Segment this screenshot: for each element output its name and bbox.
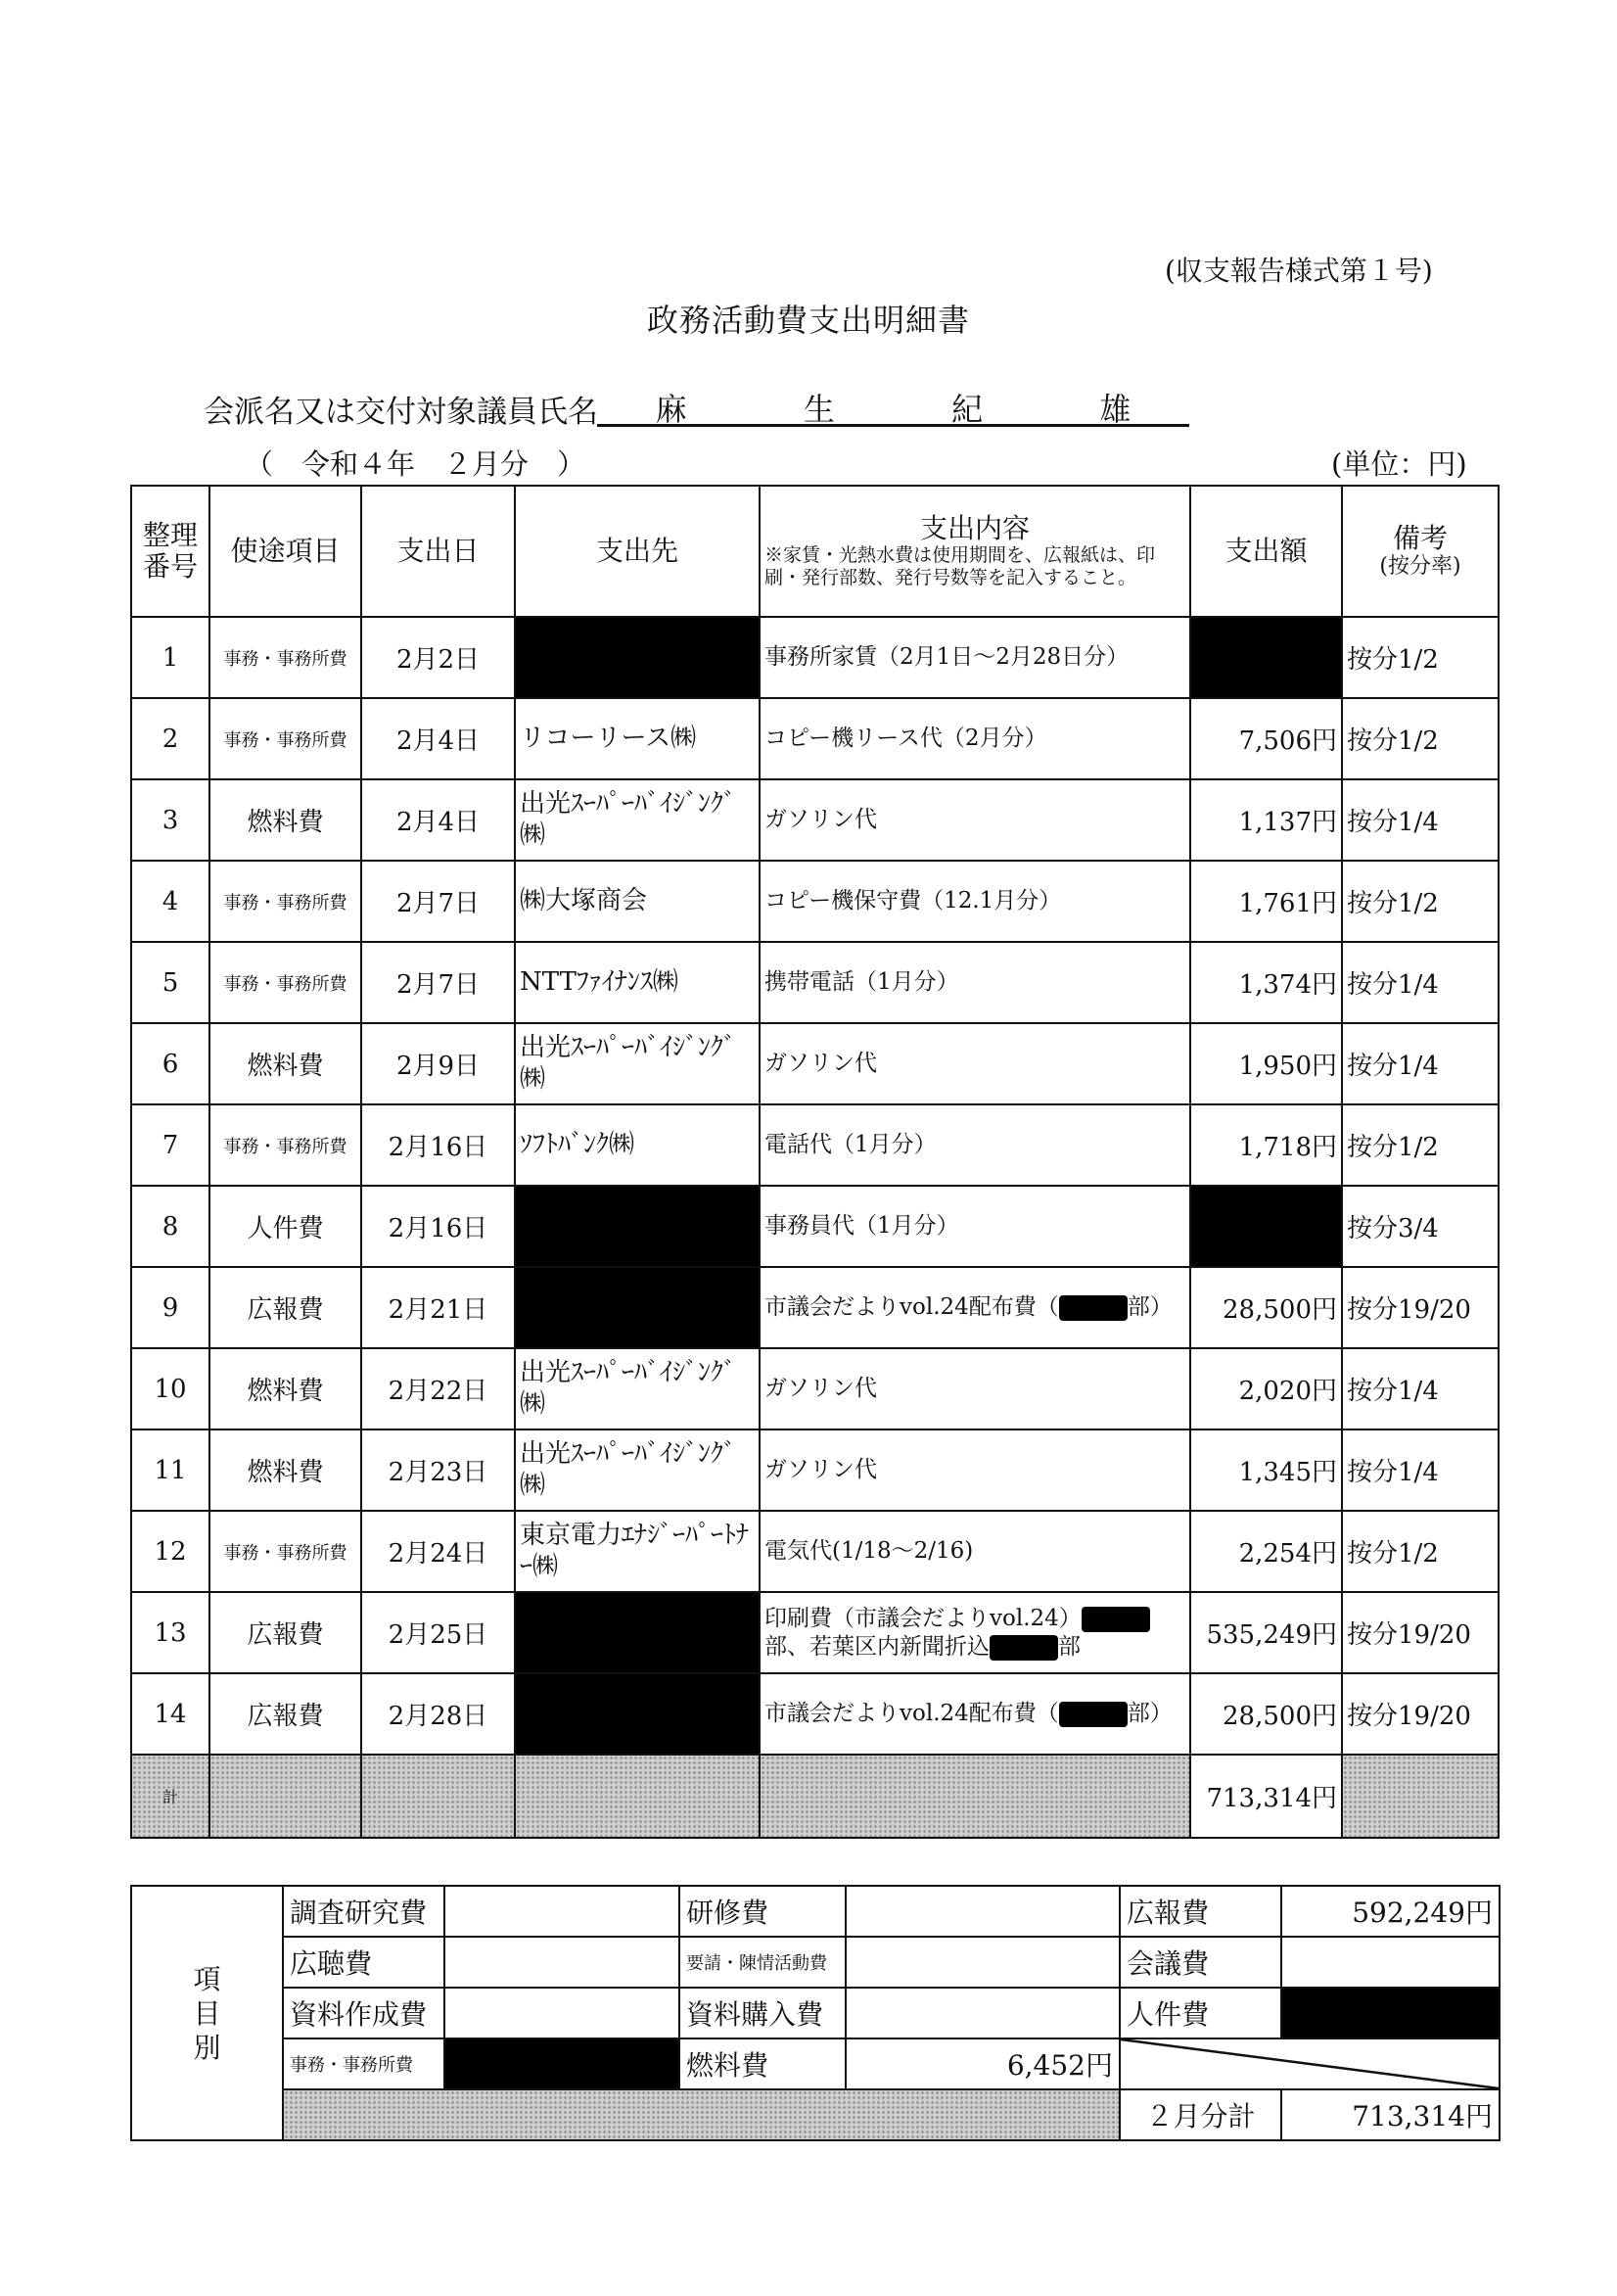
table-row — [131, 1186, 1499, 1267]
summary-value — [1281, 1937, 1500, 1988]
summary-label: 資料作成費 — [283, 1988, 444, 2038]
expense-detail-table — [130, 485, 1500, 1839]
table-row — [131, 1104, 1499, 1186]
summary-row — [131, 1988, 1500, 2038]
row-content-text: コピー機リース代（2月分） — [764, 726, 1047, 752]
row-payee: 出光ｽｰﾊﾟｰﾊﾞｲｼﾞﾝｸﾞ㈱ — [515, 1429, 760, 1511]
row-content-text: 部） — [1127, 1701, 1173, 1727]
row-number: 8 — [131, 1186, 209, 1267]
row-category: 事務・事務所費 — [209, 942, 361, 1023]
row-amount: 28,500円 — [1190, 1267, 1342, 1348]
document-title: 政務活動費支出明細書 — [646, 302, 970, 339]
row-content-text: 部 — [1058, 1633, 1081, 1660]
redacted-payee — [515, 617, 760, 698]
row-category: 事務・事務所費 — [209, 1511, 361, 1592]
row-payee: 東京電力ｴﾅｼﾞｰﾊﾟｰﾄﾅｰ㈱ — [515, 1511, 760, 1592]
row-payee: 出光ｽｰﾊﾟｰﾊﾞｲｼﾞﾝｸﾞ㈱ — [515, 1023, 760, 1104]
row-content — [760, 779, 1190, 861]
member-name-char: 紀 — [951, 391, 984, 428]
header-category: 使途項目 — [209, 486, 361, 617]
row-payee: NTTﾌｧｲﾅﾝｽ㈱ — [515, 942, 760, 1023]
row-number: 11 — [131, 1429, 209, 1511]
summary-value — [444, 1886, 679, 1937]
row-number: 10 — [131, 1348, 209, 1429]
redacted-office-value — [444, 2038, 679, 2089]
total-amount: 713,314円 — [1190, 1755, 1342, 1838]
summary-side-label: 項 目 別 — [131, 1886, 283, 2140]
member-name-char: 雄 — [1099, 391, 1132, 428]
summary-label: 研修費 — [679, 1886, 846, 1937]
redacted-amount — [1190, 617, 1342, 698]
member-name-char: 麻 — [655, 391, 687, 428]
row-amount: 2,254円 — [1190, 1511, 1342, 1592]
row-content — [760, 1429, 1190, 1511]
row-content-text: 市議会だよりvol.24配布費（ — [764, 1701, 1059, 1727]
row-number: 5 — [131, 942, 209, 1023]
table-row — [131, 942, 1499, 1023]
header-no: 整理 番号 — [131, 486, 209, 617]
redacted-count — [1059, 1702, 1128, 1727]
summary-value-fuel: 6,452円 — [846, 2038, 1120, 2089]
row-content-text: 市議会だよりvol.24配布費（ — [764, 1294, 1059, 1321]
row-amount: 1,137円 — [1190, 779, 1342, 861]
shaded-cell — [283, 2089, 1120, 2140]
row-number: 14 — [131, 1673, 209, 1755]
row-category: 事務・事務所費 — [209, 861, 361, 942]
row-amount: 535,249円 — [1190, 1592, 1342, 1673]
row-content-text: 電話代（1月分） — [764, 1132, 937, 1158]
row-date: 2月4日 — [361, 698, 515, 779]
row-content-text: 部、若葉区内新聞折込 — [764, 1633, 990, 1660]
row-note: 按分1/4 — [1342, 1023, 1499, 1104]
row-number: 2 — [131, 698, 209, 779]
month-total-label: ２月分計 — [1120, 2089, 1281, 2140]
header-payee: 支出先 — [515, 486, 760, 617]
row-category: 広報費 — [209, 1592, 361, 1673]
form-number: (収支報告様式第１号) — [1165, 255, 1433, 287]
row-category: 燃料費 — [209, 1023, 361, 1104]
redacted-amount — [1190, 1186, 1342, 1267]
row-note: 按分1/2 — [1342, 1104, 1499, 1186]
header-content — [760, 486, 1190, 617]
row-category: 人件費 — [209, 1186, 361, 1267]
row-category: 事務・事務所費 — [209, 617, 361, 698]
row-amount: 7,506円 — [1190, 698, 1342, 779]
diagonal-blank-cell — [1120, 2038, 1500, 2089]
row-content — [760, 1104, 1190, 1186]
redacted-count — [1082, 1607, 1150, 1632]
table-row — [131, 1267, 1499, 1348]
row-category: 燃料費 — [209, 1429, 361, 1511]
member-name-label: 会派名又は交付対象議員氏名 — [204, 395, 598, 430]
row-content-text: コピー機保守費（12.1月分） — [764, 888, 1062, 914]
row-date: 2月22日 — [361, 1348, 515, 1429]
row-payee: ㈱大塚商会 — [515, 861, 760, 942]
shaded-cell — [1342, 1755, 1499, 1838]
row-content-text: ガソリン代 — [764, 1457, 877, 1483]
header-date: 支出日 — [361, 486, 515, 617]
summary-row — [131, 1937, 1500, 1988]
header-note — [1342, 486, 1499, 617]
summary-value — [444, 1937, 679, 1988]
row-number: 4 — [131, 861, 209, 942]
shaded-cell — [361, 1755, 515, 1838]
row-date: 2月16日 — [361, 1186, 515, 1267]
table-row — [131, 1023, 1499, 1104]
summary-value — [846, 1886, 1120, 1937]
summary-label: 事務・事務所費 — [283, 2038, 444, 2089]
summary-value — [846, 1988, 1120, 2038]
redacted-payee — [515, 1673, 760, 1755]
category-summary-table — [130, 1885, 1501, 2141]
table-row — [131, 1348, 1499, 1429]
redacted-personnel-value — [1281, 1988, 1500, 2038]
table-row — [131, 1511, 1499, 1592]
row-payee: 出光ｽｰﾊﾟｰﾊﾞｲｼﾞﾝｸﾞ㈱ — [515, 1348, 760, 1429]
row-payee: リコーリース㈱ — [515, 698, 760, 779]
table-body — [131, 617, 1499, 1755]
row-note: 按分19/20 — [1342, 1673, 1499, 1755]
row-date: 2月7日 — [361, 942, 515, 1023]
redacted-count — [990, 1635, 1058, 1661]
row-amount: 1,374円 — [1190, 942, 1342, 1023]
header-amount: 支出額 — [1190, 486, 1342, 617]
shaded-cell — [760, 1755, 1190, 1838]
redacted-count — [1059, 1295, 1128, 1321]
row-content — [760, 942, 1190, 1023]
row-content-text: 印刷費（市議会だよりvol.24） — [764, 1605, 1082, 1631]
row-category: 広報費 — [209, 1267, 361, 1348]
row-content — [760, 861, 1190, 942]
row-category: 燃料費 — [209, 779, 361, 861]
row-category: 事務・事務所費 — [209, 1104, 361, 1186]
summary-row — [131, 2038, 1500, 2089]
summary-label: 広聴費 — [283, 1937, 444, 1988]
row-content-text: 電気代(1/18～2/16) — [764, 1538, 974, 1565]
header-content-title: 支出内容 — [919, 512, 1030, 545]
row-note: 按分1/2 — [1342, 1511, 1499, 1592]
row-amount: 1,718円 — [1190, 1104, 1342, 1186]
row-number: 7 — [131, 1104, 209, 1186]
row-date: 2月23日 — [361, 1429, 515, 1511]
row-note: 按分19/20 — [1342, 1592, 1499, 1673]
row-note: 按分1/4 — [1342, 1429, 1499, 1511]
row-content — [760, 1511, 1190, 1592]
row-content-text: 携帯電話（1月分） — [764, 969, 959, 996]
row-content-text: ガソリン代 — [764, 1051, 877, 1077]
row-date: 2月24日 — [361, 1511, 515, 1592]
row-amount: 28,500円 — [1190, 1673, 1342, 1755]
summary-label: 広報費 — [1120, 1886, 1281, 1937]
summary-value-pr: 592,249円 — [1281, 1886, 1500, 1937]
row-amount: 1,345円 — [1190, 1429, 1342, 1511]
row-note: 按分1/2 — [1342, 698, 1499, 779]
row-content — [760, 1267, 1190, 1348]
redacted-payee — [515, 1592, 760, 1673]
row-content — [760, 617, 1190, 698]
row-number: 9 — [131, 1267, 209, 1348]
row-date: 2月4日 — [361, 779, 515, 861]
row-note: 按分1/4 — [1342, 1348, 1499, 1429]
row-content — [760, 1186, 1190, 1267]
row-content-text: ガソリン代 — [764, 1376, 877, 1402]
row-note: 按分3/4 — [1342, 1186, 1499, 1267]
row-category: 事務・事務所費 — [209, 698, 361, 779]
row-content — [760, 1348, 1190, 1429]
table-header-row — [131, 486, 1499, 617]
row-date: 2月7日 — [361, 861, 515, 942]
header-note-sub: (按分率) — [1379, 554, 1461, 580]
row-date: 2月16日 — [361, 1104, 515, 1186]
header-content-note: ※家賃・光熱水費は使用期間を、広報紙は、印刷・発行部数、発行号数等を記入すること。 — [764, 544, 1156, 589]
redacted-payee — [515, 1186, 760, 1267]
row-date: 2月21日 — [361, 1267, 515, 1348]
row-number: 12 — [131, 1511, 209, 1592]
row-category: 広報費 — [209, 1673, 361, 1755]
summary-label: 要請・陳情活動費 — [679, 1937, 846, 1988]
table-row — [131, 861, 1499, 942]
row-note: 按分1/2 — [1342, 861, 1499, 942]
table-row — [131, 779, 1499, 861]
row-amount: 2,020円 — [1190, 1348, 1342, 1429]
table-row — [131, 698, 1499, 779]
month-total-value: 713,314円 — [1281, 2089, 1500, 2140]
summary-label: 調査研究費 — [283, 1886, 444, 1937]
row-date: 2月28日 — [361, 1673, 515, 1755]
currency-unit: (単位：円) — [1331, 447, 1467, 481]
row-number: 1 — [131, 617, 209, 698]
table-row — [131, 1592, 1499, 1673]
row-content — [760, 698, 1190, 779]
summary-label: 人件費 — [1120, 1988, 1281, 2038]
summary-label: 燃料費 — [679, 2038, 846, 2089]
row-note: 按分1/2 — [1342, 617, 1499, 698]
row-amount: 1,950円 — [1190, 1023, 1342, 1104]
member-name — [597, 385, 1189, 427]
row-payee: ｿﾌﾄﾊﾞﾝｸ㈱ — [515, 1104, 760, 1186]
header-note-title: 備考 — [1392, 522, 1448, 555]
row-note: 按分19/20 — [1342, 1267, 1499, 1348]
report-period: （ 令和４年 ２月分 ） — [245, 447, 586, 481]
row-content — [760, 1592, 1190, 1673]
summary-label: 会議費 — [1120, 1937, 1281, 1988]
row-content — [760, 1023, 1190, 1104]
row-content-text: 部） — [1127, 1294, 1173, 1321]
row-content — [760, 1673, 1190, 1755]
row-note: 按分1/4 — [1342, 942, 1499, 1023]
summary-value — [444, 1988, 679, 2038]
summary-value — [846, 1937, 1120, 1988]
row-category: 燃料費 — [209, 1348, 361, 1429]
total-row — [131, 1755, 1499, 1838]
row-date: 2月9日 — [361, 1023, 515, 1104]
member-name-char: 生 — [803, 391, 835, 428]
row-number: 13 — [131, 1592, 209, 1673]
table-row — [131, 617, 1499, 698]
table-row — [131, 1673, 1499, 1755]
summary-label: 資料購入費 — [679, 1988, 846, 2038]
row-content-text: 事務員代（1月分） — [764, 1213, 959, 1240]
shaded-cell — [209, 1755, 361, 1838]
summary-row — [131, 1886, 1500, 1937]
total-label: 計 — [131, 1755, 209, 1838]
row-content-text: ガソリン代 — [764, 807, 877, 833]
shaded-cell — [515, 1755, 760, 1838]
redacted-payee — [515, 1267, 760, 1348]
row-date: 2月2日 — [361, 617, 515, 698]
row-payee: 出光ｽｰﾊﾟｰﾊﾞｲｼﾞﾝｸﾞ㈱ — [515, 779, 760, 861]
table-row — [131, 1429, 1499, 1511]
row-content-text: 事務所家賃（2月1日～2月28日分） — [764, 644, 1130, 671]
row-number: 3 — [131, 779, 209, 861]
row-date: 2月25日 — [361, 1592, 515, 1673]
row-amount: 1,761円 — [1190, 861, 1342, 942]
row-note: 按分1/4 — [1342, 779, 1499, 861]
row-number: 6 — [131, 1023, 209, 1104]
summary-row — [131, 2089, 1500, 2140]
